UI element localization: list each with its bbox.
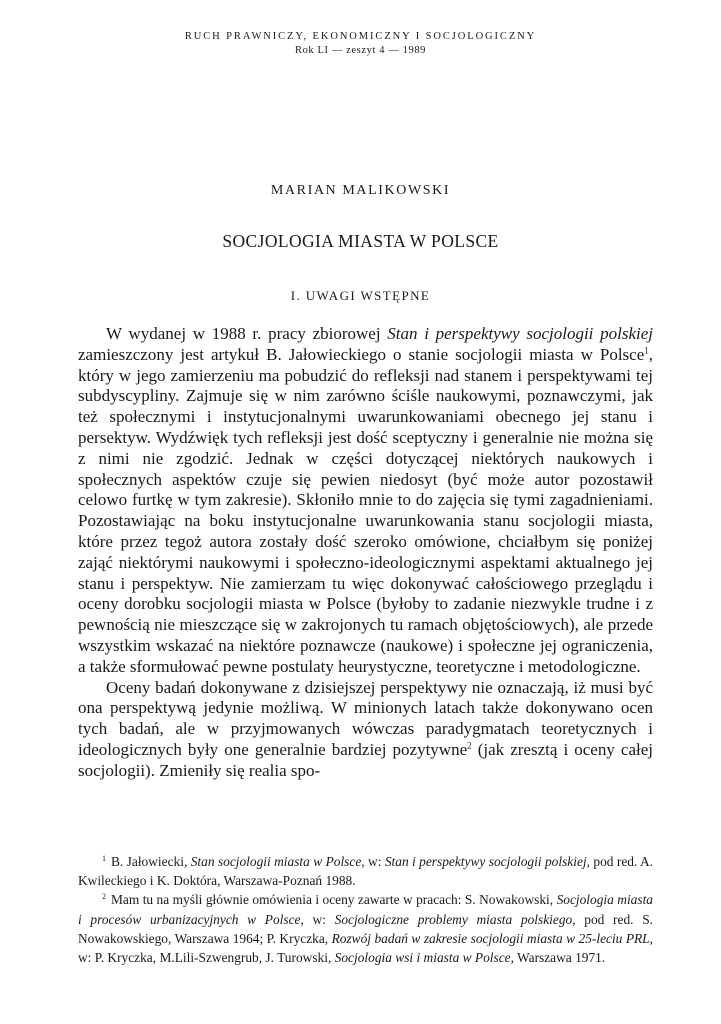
section-heading: I. UWAGI WSTĘPNE xyxy=(290,288,431,303)
footnote-1: $^1$ B. Jałowiecki, Stan socjologii miasta w Polsce, w: Stan i perspektywy socjologii polskiej, pod red. A. Kwileckiego i K. Doktóra, Warszawa-Poznań 1988. xyxy=(78,853,653,889)
journal-name: RUCH PRAWNICZY, EKONOMICZNY I SOCJOLOGICZNY xyxy=(184,31,537,42)
article-body xyxy=(78,324,653,782)
footnote-ref-1: 1 xyxy=(644,345,649,356)
article-author: MARIAN MALIKOWSKI xyxy=(270,183,451,198)
article-title: SOCJOLOGIA MIASTA W POLSCE xyxy=(222,231,499,251)
footnote-2: $^2$ Mam tu na myśli głównie omówienia i oceny zawarte w pracach: S. Nowakowski, Socjologia miasta i procesów urbanizacyjnych w Polsce, w: Socjologiczne problemy miasta polskiego, pod red. S. Nowakowskiego, Warszawa 1964; P. Kryczka, Rozwój badań w zakresie socjologii miasta w 25-leciu PRL, w: P. Kryczka, M.Lili-Szwengrub, J. Turowski, Socjologia wsi i miasta w Polsce, Warszawa 1971. xyxy=(78,891,653,966)
body-paragraph-1: W wydanej w 1988 r. pracy zbiorowej Stan i perspektywy socjologii polskiej zamieszczony jest artykuł B. Jałowieckiego o stanie socjologii miasta w Polsce$^1$, który w jego zamierzeniu ma pobudzić do refleksji nad stanem i perspektywami tej subdyscypliny. Zajmuje się w nim zarówno ściśle naukowymi, poznawczymi, jak też społecznymi i instytucjonalnymi uwarunkowaniami obecnego jej stanu i persektyw. Wydźwięk tych refleksji jest dość sceptyczny i generalnie nie można się z nimi nie zgodzić. Jednak w części dotyczącej niektórych naukowych i społecznych aspektów czuje się pewien niedosyt (być może autor pozostawił celowo furtkę w tym zakresie). Skłoniło mnie to do zajęcia się tymi zagadnieniami. Pozostawiając na boku instytucjonalne uwarunkowania stanu socjologii miasta, które przez tegoż autora zostały dość szeroko omówione, chciałbym się poniżej zająć niektórymi naukowymi i społeczno-ideologicznymi aspektami aktualnego jej stanu i perspektyw. Nie zamierzam tu więc dokonywać całościowego przeglądu i oceny dorobku socjologii miasta w Polsce (byłoby to zadanie niezwykle trudne i z pewnością nie mieszczące się w zakrojonych tu ramach objętościowych), ale przede wszystkim wskazać na niektóre poznawcze (naukowe) i społeczne jej ograniczenia, a także sformułować pewne postulaty heurystyczne, teoretyczne i metodologiczne. xyxy=(78,324,653,676)
journal-issue: Rok LI — zeszyt 4 — 1989 xyxy=(294,45,427,56)
footnote-ref-2: 2 xyxy=(467,740,472,751)
body-paragraph-2: Oceny badań dokonywane z dzisiejszej perspektywy nie oznaczają, iż musi być ona perspektywą jedynie możliwą. W minionych latach także dokonywano ocen tych badań, ale w przyjmowanych wówczas paradygmatach teoretycznych i ideologicznych były one generalnie bardziej pozytywne$^2$ (jak zresztą i oceny całej socjologii). Zmieniły się realia spo- xyxy=(78,677,654,780)
footnotes xyxy=(78,852,653,967)
